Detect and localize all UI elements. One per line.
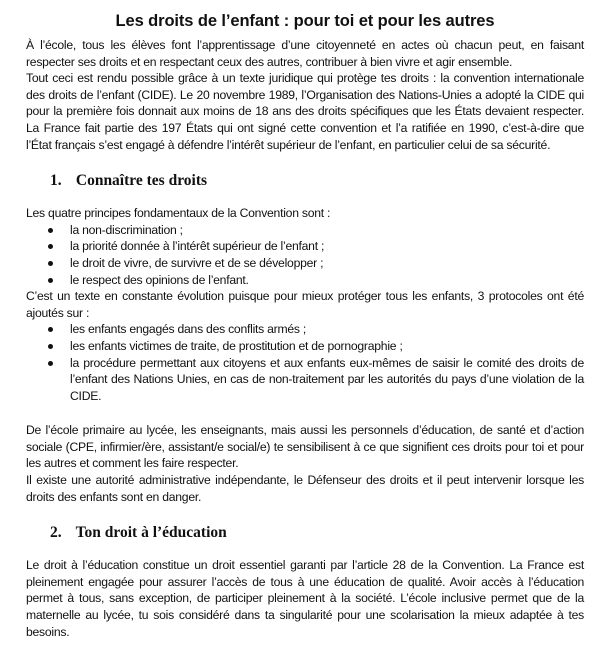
protocols-intro: C’est un texte en constante évolution puisque pour mieux protéger tous les enfants, 3 protocoles ont été ajoutés sur : (26, 289, 584, 320)
intro-paragraph-1: À l’école, tous les élèves font l’apprentissage d’une citoyenneté en actes où chacun peut, en faisant respecter ses droits et en respectant ceux des autres, contribuer à bien vivre et agir ensemble. (26, 38, 584, 69)
principles-list (26, 222, 584, 288)
education-paragraph: Le droit à l’éducation constitue un droit essentiel garanti par l’article 28 de la Convention. La France est pleinement engagée pour assurer l’accès de tous à une éducation de qualité. Avoir accès à l’éducation permet à tous, sans exception, de participer pleinement à la société. L’école inclusive permet que de la maternelle au lycée, tu sois considéré dans ta singularité pour une scolarisation la mieux adaptée à tes besoins. (26, 558, 584, 639)
intro-paragraph-2: Tout ceci est rendu possible grâce à un texte juridique qui protège tes droits : la convention internationale des droits de l’enfant (CIDE). Le 20 novembre 1989, l’Organisation des Nations-Unies a adopté la CIDE qui pour la première fois donnait aux moins de 18 ans des droits spécifiques que les États devaient respecter. La France fait partie des 197 États qui ont signé cette convention et l’a ratifiée en 1990, c’est-à-dire que l’État français s’est engagé à défendre l’intérêt supérieur de l’enfant, en particulier celui de sa sécurité. (26, 71, 584, 152)
principles-intro: Les quatre principes fondamentaux de la Convention sont : (26, 206, 331, 221)
bullet-icon (48, 344, 53, 349)
list-item: les enfants engagés dans des conflits armés ; (26, 321, 584, 338)
section-2-heading (26, 523, 584, 543)
bullet-icon (48, 327, 53, 332)
bullet-icon (48, 261, 53, 266)
section-1-heading (26, 171, 584, 191)
list-item: le respect des opinions de l’enfant. (26, 272, 584, 289)
bullet-icon (48, 361, 53, 366)
section-2-number: 2. (50, 524, 62, 542)
defender-paragraph: Il existe une autorité administrative indépendante, le Défenseur des droits et il peut intervenir lorsque les droits des enfants sont en danger. (26, 473, 584, 504)
section-1-number: 1. (50, 172, 62, 190)
document-title: Les droits de l’enfant : pour toi et pour les autres (115, 12, 495, 30)
protocols-list (26, 321, 584, 404)
list-item: le droit de vivre, de survivre et de se développer ; (26, 255, 584, 272)
list-item: les enfants victimes de traite, de prostitution et de pornographie ; (26, 338, 584, 355)
section-1-title: Connaître tes droits (75, 172, 208, 190)
list-item: la priorité donnée à l’intérêt supérieur de l’enfant ; (26, 238, 584, 255)
list-item: la procédure permettant aux citoyens et aux enfants eux-mêmes de saisir le comité des droits de l’enfant des Nations Unies, en cas de non-traitement par les autorités du pays d’une violation de la CIDE. (26, 355, 584, 405)
bullet-icon (48, 278, 53, 283)
bullet-icon (48, 228, 53, 233)
staff-paragraph: De l’école primaire au lycée, les enseignants, mais aussi les personnels d’éducation, de santé et d’action sociale (CPE, infirmier/ère, assistant/e social/e) te sensibilisent à ce que signifient ces droits pour toi et pour les autres et comment les faire respecter. (26, 423, 584, 471)
bullet-icon (48, 244, 53, 249)
list-item: la non-discrimination ; (26, 222, 584, 239)
section-2-title: Ton droit à l’éducation (75, 524, 227, 542)
